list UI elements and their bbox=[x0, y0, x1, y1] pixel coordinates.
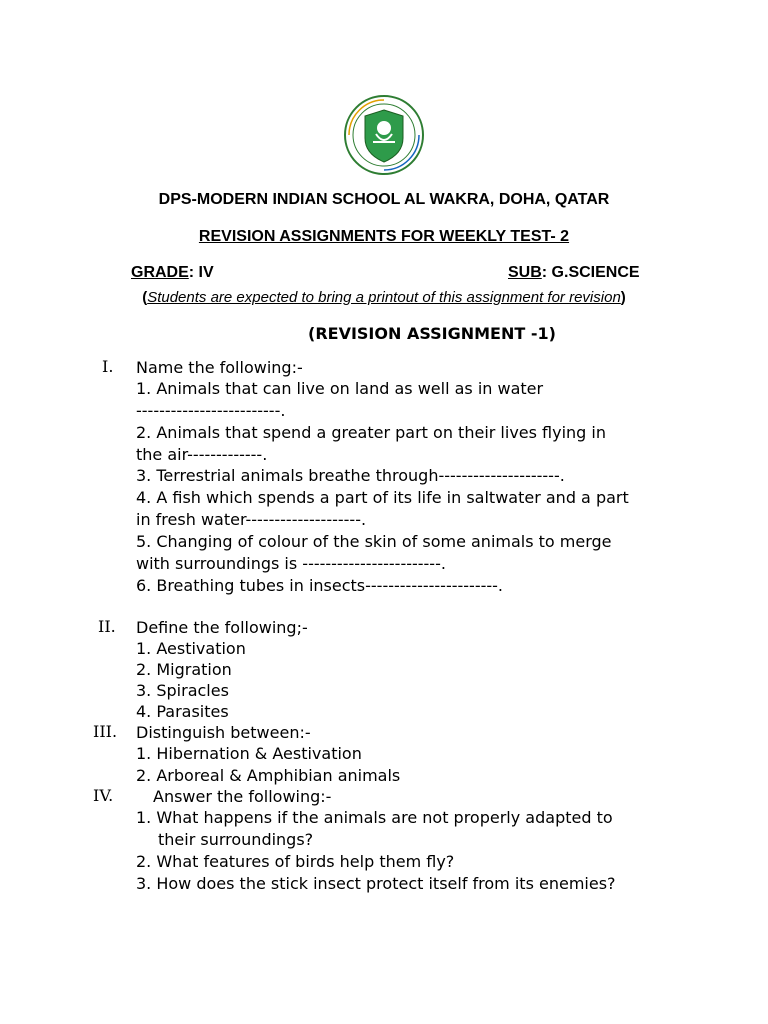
list-item: 1. Hibernation & Aestivation bbox=[136, 744, 362, 763]
sub-value: : G.SCIENCE bbox=[541, 264, 640, 281]
list-item: 2. What features of birds help them fly? bbox=[136, 852, 455, 871]
list-item: 4. A fish which spends a part of its life in saltwater and a part bbox=[136, 488, 629, 507]
section-numeral: I. bbox=[102, 357, 114, 376]
list-item: 1. What happens if the animals are not properly adapted to bbox=[136, 808, 613, 827]
section-title: Answer the following:- bbox=[153, 787, 332, 806]
section-numeral: II. bbox=[98, 617, 116, 636]
list-item: 3. Spiracles bbox=[136, 681, 229, 700]
section-title: Name the following:- bbox=[136, 358, 303, 377]
printout-note bbox=[0, 289, 768, 306]
list-item: with surroundings is ------------------------. bbox=[136, 554, 446, 573]
school-name: DPS-MODERN INDIAN SCHOOL AL WAKRA, DOHA, QATAR bbox=[158, 191, 610, 208]
list-item: their surroundings? bbox=[158, 830, 314, 849]
section-numeral: IV. bbox=[93, 786, 114, 805]
revision-assignment-heading: (REVISION ASSIGNMENT -1) bbox=[308, 324, 556, 343]
assignment-title: REVISION ASSIGNMENTS FOR WEEKLY TEST- 2 bbox=[198, 228, 570, 245]
list-item: the air-------------. bbox=[136, 445, 268, 464]
list-item: -------------------------. bbox=[136, 401, 286, 420]
list-item: 3. How does the stick insect protect itself from its enemies? bbox=[136, 874, 616, 893]
list-item: 5. Changing of colour of the skin of some animals to merge bbox=[136, 532, 612, 551]
school-logo bbox=[343, 94, 425, 176]
sub-key: SUB bbox=[508, 264, 542, 281]
list-item: 2. Arboreal & Amphibian animals bbox=[136, 766, 401, 785]
list-item: 1. Aestivation bbox=[136, 639, 246, 658]
note-close: ) bbox=[620, 289, 626, 306]
list-item: in fresh water--------------------. bbox=[136, 510, 367, 529]
list-item: 6. Breathing tubes in insects-----------------------. bbox=[136, 576, 503, 595]
grade-label bbox=[131, 264, 214, 282]
note-text: Students are expected to bring a printout of this assignment for revision bbox=[147, 289, 621, 306]
list-item: 1. Animals that can live on land as well as in water bbox=[136, 379, 544, 398]
list-item: 4. Parasites bbox=[136, 702, 229, 721]
grade-value: : IV bbox=[188, 264, 214, 281]
subject-label bbox=[508, 264, 640, 282]
note-open: ( bbox=[142, 289, 148, 306]
list-item: 2. Animals that spend a greater part on their lives flying in bbox=[136, 423, 607, 442]
list-item: 2. Migration bbox=[136, 660, 232, 679]
section-title: Define the following;- bbox=[136, 618, 308, 637]
grade-key: GRADE bbox=[131, 264, 189, 281]
list-item: 3. Terrestrial animals breathe through---------------------. bbox=[136, 466, 565, 485]
section-numeral: III. bbox=[93, 722, 118, 741]
section-title: Distinguish between:- bbox=[136, 723, 311, 742]
